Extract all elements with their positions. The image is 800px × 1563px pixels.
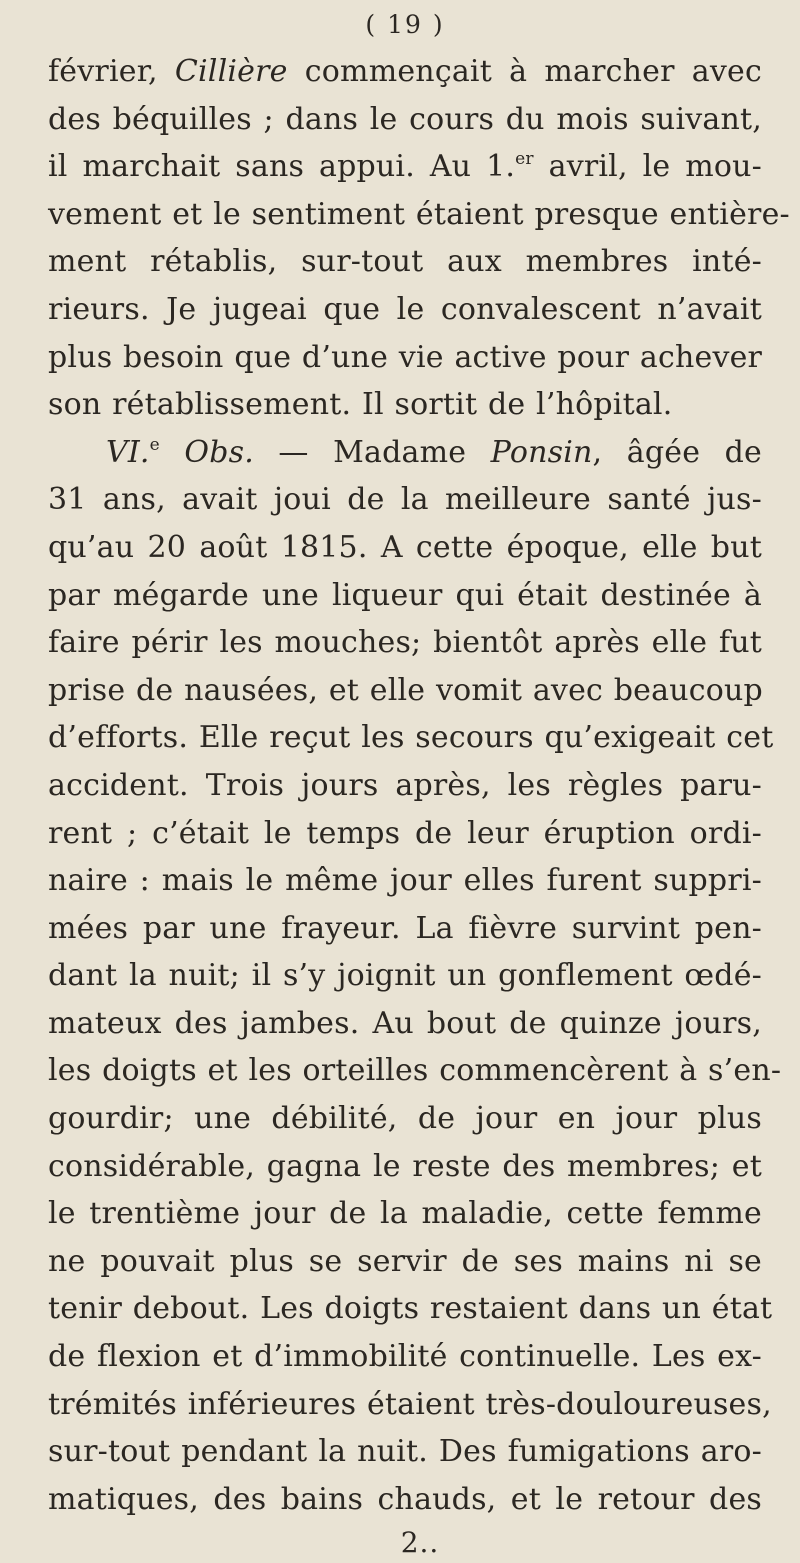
text-fragment: — Madame [253, 434, 491, 470]
text-line: plus besoin que d’une vie active pour achever [48, 339, 763, 375]
text-line: rieurs. Je jugeai que le convalescent n’avait [48, 291, 762, 327]
text-line: rent ; c’était le temps de leur éruption ordi- [48, 815, 762, 851]
text-fragment: avril, le mou- [533, 149, 762, 185]
text-line: son rétablissement. Il sortit de l’hôpital. [48, 387, 673, 423]
text-line: ne pouvait plus se servir de ses mains ni se [48, 1243, 762, 1279]
patient-name-cilliere: Cillière [174, 54, 288, 89]
text-line: faire périr les mouches; bientôt après elle fut [48, 625, 762, 661]
text-line: matiques, des bains chauds, et le retour des [48, 1481, 762, 1517]
text-fragment: il marchait sans appui. Au 1. [48, 149, 516, 185]
text-line: de flexion et d’immobilité continuelle. Les ex- [48, 1339, 762, 1375]
text-fragment: , âgée de [592, 434, 762, 470]
patient-name-ponsin: Ponsin [490, 434, 593, 470]
text-line: dant la nuit; il s’y joignit un gonflement œdé- [48, 958, 762, 994]
signature-mark: 2.. [400, 1526, 440, 1560]
text-line: naire : mais le même jour elles furent suppri- [48, 863, 762, 899]
paragraph-observation-6 [48, 429, 782, 1524]
text-line: prise de nausées, et elle vomit avec beaucoup [48, 672, 763, 708]
body-text [48, 48, 790, 1523]
observation-heading-line [48, 429, 762, 477]
text-line: d’efforts. Elle reçut les secours qu’exigeait cet [48, 720, 774, 756]
text-fragment: commençait à marcher avec [287, 54, 762, 89]
text-line: considérable, gagna le reste des membres; et [48, 1148, 762, 1184]
text-line: 31 ans, avait joui de la meilleure santé jus- [48, 482, 762, 518]
text-line: mateux des jambes. Au bout de quinze jours, [48, 1005, 762, 1041]
page-number: ( 19 ) [365, 10, 445, 39]
text-line: gourdir; une débilité, de jour en jour plus [48, 1101, 762, 1137]
text-line: ment rétablis, sur-tout aux membres inté- [48, 244, 762, 280]
text-fragment: février, [48, 54, 175, 89]
text-line: vement et le sentiment étaient presque entière- [48, 196, 790, 232]
text-line: mées par une frayeur. La fièvre survint pen- [48, 910, 762, 946]
superscript: er [515, 149, 534, 170]
text-line: des béquilles ; dans le cours du mois suivant, [48, 101, 762, 137]
text-line [48, 143, 762, 191]
text-line: tenir debout. Les doigts restaient dans un état [48, 1291, 773, 1327]
text-line: accident. Trois jours après, les règles paru- [48, 767, 762, 803]
superscript: e [149, 434, 160, 455]
paragraph-case-cilliere [48, 48, 790, 429]
text-line: trémités inférieures étaient très-douloureuses, [48, 1386, 772, 1422]
observation-number: VI. [106, 434, 150, 470]
observation-label: Obs. [184, 434, 254, 470]
text-line: le trentième jour de la maladie, cette femme [48, 1196, 762, 1232]
text-line: sur-tout pendant la nuit. Des fumigations aro- [48, 1434, 762, 1470]
text-line: les doigts et les orteilles commencèrent à s’en- [48, 1053, 782, 1089]
text-line: par mégarde une liqueur qui était destinée à [48, 577, 762, 613]
text-line [48, 48, 762, 96]
text-line: qu’au 20 août 1815. A cette époque, elle but [48, 529, 762, 565]
